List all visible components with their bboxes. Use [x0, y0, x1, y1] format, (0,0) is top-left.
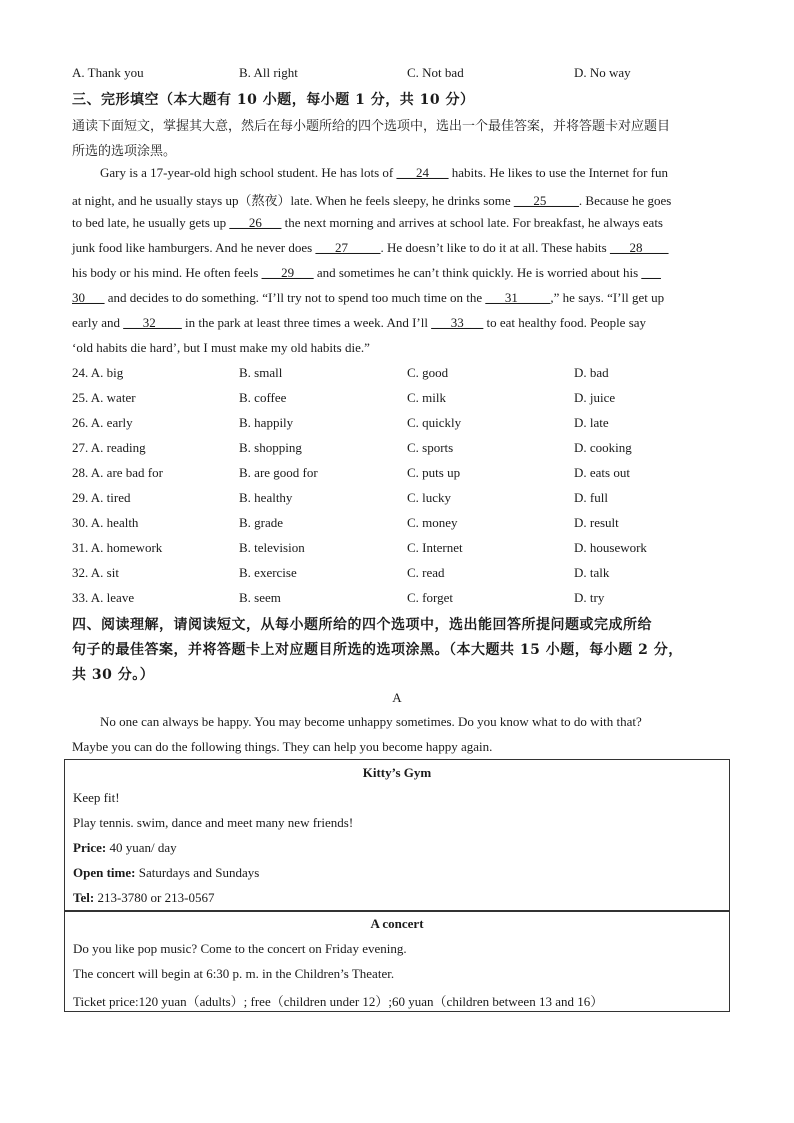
option-d: D. housework [574, 540, 647, 555]
option-c: C. Not bad [407, 65, 464, 80]
question-row [72, 415, 732, 435]
option-c: C. quickly [407, 415, 462, 430]
option-d: D. juice [574, 390, 616, 405]
option-d: D. full [574, 490, 608, 505]
option-d: D. eats out [574, 465, 630, 480]
option-a: 33. A. leave [72, 590, 135, 605]
option-a: 30. A. health [72, 515, 139, 530]
concert-line-1: Do you like pop music? Come to the concert on Friday evening. [73, 941, 407, 956]
passage-line-1: Gary is a 17-year-old high school student. He has lots of ___24___ habits. He likes to use the Internet for fun [100, 165, 669, 180]
blank-29: ___29___ [261, 265, 314, 280]
option-a: 26. A. early [72, 415, 133, 430]
option-c: C. Internet [407, 540, 463, 555]
option-a: A. Thank you [72, 65, 144, 80]
section3-instruction-line1: 通读下面短文，掌握其大意，然后在每小题所给的四个选项中，选出一个最佳答案，并将答题卡对应题目 [72, 119, 671, 134]
question-row [72, 590, 732, 610]
blank-27: ___27_____ [315, 240, 381, 255]
gym-title: Kitty’s Gym [362, 765, 432, 780]
option-b: B. grade [239, 515, 284, 530]
gym-tel: Tel: 213-3780 or 213-0567 [73, 890, 215, 905]
blank-24: ___24___ [396, 165, 449, 180]
option-c: C. good [407, 365, 449, 380]
option-b: B. are good for [239, 465, 318, 480]
question-row [72, 490, 732, 510]
option-c: C. money [407, 515, 458, 530]
section4-heading-line1: 四、阅读理解，请阅读短文，从每小题所给的四个选项中，选出能回答所提问题或完成所给 [72, 617, 652, 633]
blank-28: ___28____ [609, 240, 669, 255]
passage-line-4: junk food like hamburgers. And he never does ___27_____. He doesn’t like to do it at all. These habits ___28____ [72, 240, 669, 255]
option-a: 28. A. are bad for [72, 465, 163, 480]
gym-price: Price: 40 yuan/ day [73, 840, 177, 855]
option-b: B. exercise [239, 565, 297, 580]
option-b: B. television [239, 540, 305, 555]
concert-line-2: The concert will begin at 6:30 p. m. in the Children’s Theater. [73, 966, 395, 981]
section4-heading-line3: 共 30 分。） [72, 667, 155, 683]
option-a: 27. A. reading [72, 440, 146, 455]
option-d: D. No way [574, 65, 631, 80]
option-b: B. small [239, 365, 283, 380]
blank-32: ___32____ [123, 315, 182, 330]
prev-question-options [72, 65, 732, 85]
blank-25: ___25_____ [513, 193, 579, 208]
question-row [72, 440, 732, 460]
passage-line-6: 30___ and decides to do something. “I’ll try not to spend too much time on the ___31_____,” he says. “I’ll get up [72, 290, 665, 305]
concert-title: A concert [370, 916, 424, 931]
question-row [72, 390, 732, 410]
blank-33: ___33___ [431, 315, 484, 330]
passage-line-3: to bed late, he usually gets up ___26___ the next morning and arrives at school late. For breakfast, he always eats [72, 215, 663, 230]
passage-line-2: at night, and he usually stays up（熬夜）late. When he feels sleepy, he drinks some ___25_____. Because he goes [72, 193, 672, 208]
intro-line-2: Maybe you can do the following things. They can help you become happy again. [72, 739, 493, 754]
option-b: B. shopping [239, 440, 302, 455]
concert-ad-box [64, 910, 730, 1012]
gym-line-2: Play tennis. swim, dance and meet many new friends! [73, 815, 354, 830]
gym-line-1: Keep fit! [73, 790, 120, 805]
question-row [72, 565, 732, 585]
passage-line-8: ‘old habits die hard’, but I must make my old habits die.” [72, 340, 370, 355]
option-b: B. All right [239, 65, 298, 80]
passage-line-7: early and ___32____ in the park at least three times a week. And I’ll ___33___ to eat healthy food. People say [72, 315, 647, 330]
option-c: C. puts up [407, 465, 461, 480]
option-a: 29. A. tired [72, 490, 131, 505]
option-b: B. coffee [239, 390, 287, 405]
option-c: C. forget [407, 590, 453, 605]
blank-30-start: ___ [641, 265, 661, 280]
option-d: D. late [574, 415, 609, 430]
question-row [72, 540, 732, 560]
section4-heading-line2: 句子的最佳答案，并将答题卡上对应题目所选的选项涂黑。（本大题共 15 小题，每小题 2 分， [72, 642, 683, 658]
intro-line-1: No one can always be happy. You may become unhappy sometimes. Do you know what to do with that? [100, 714, 642, 729]
blank-31: ___31_____ [485, 290, 551, 305]
blank-26: ___26___ [229, 215, 282, 230]
blank-30-end: 30___ [72, 290, 105, 305]
question-row [72, 365, 732, 385]
option-c: C. sports [407, 440, 454, 455]
section3-instruction-line2: 所选的选项涂黑。 [72, 144, 177, 159]
option-b: B. seem [239, 590, 281, 605]
gym-open-time: Open time: Saturdays and Sundays [73, 865, 260, 880]
option-a: 31. A. homework [72, 540, 163, 555]
option-c: C. lucky [407, 490, 452, 505]
option-a: 25. A. water [72, 390, 136, 405]
gym-ad-box [64, 759, 730, 912]
question-row [72, 515, 732, 535]
passage-line-5: his body or his mind. He often feels ___29___ and sometimes he can’t think quickly. He is worried about his ___ [72, 265, 661, 280]
option-c: C. milk [407, 390, 447, 405]
option-a: 24. A. big [72, 365, 124, 380]
part-label: A [392, 690, 402, 705]
option-b: B. healthy [239, 490, 293, 505]
option-d: D. try [574, 590, 605, 605]
option-d: D. cooking [574, 440, 632, 455]
option-a: 32. A. sit [72, 565, 119, 580]
section3-heading: 三、完形填空（本大题有 10 小题，每小题 1 分，共 10 分） [72, 92, 475, 108]
option-b: B. happily [239, 415, 294, 430]
question-row [72, 465, 732, 485]
concert-ticket-price: Ticket price:120 yuan（adults）; free（children under 12）;60 yuan（children between 13 and 16） [73, 994, 604, 1009]
option-d: D. bad [574, 365, 609, 380]
option-c: C. read [407, 565, 445, 580]
option-d: D. talk [574, 565, 610, 580]
option-d: D. result [574, 515, 619, 530]
